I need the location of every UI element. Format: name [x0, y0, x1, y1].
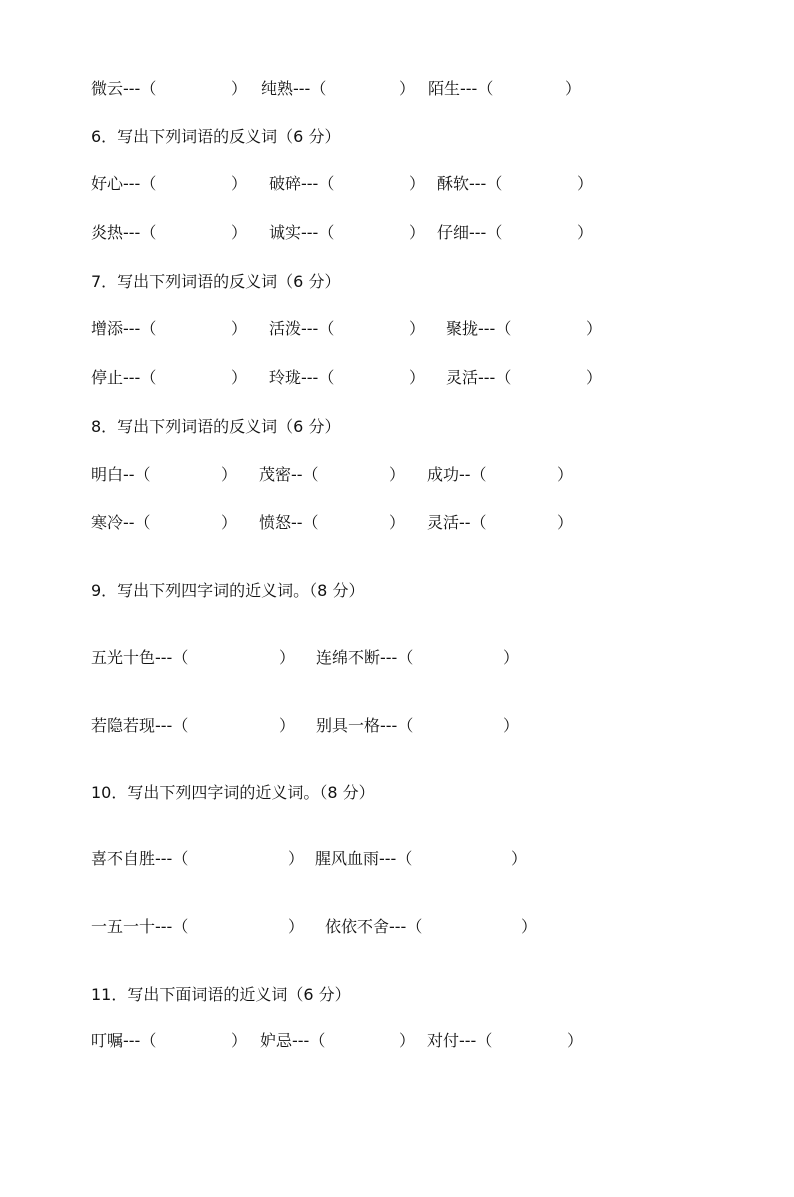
blank-close[interactable]: ）	[231, 319, 248, 338]
word-prompt: 玲珑---（	[269, 368, 335, 387]
word-prompt: 寒冷--（	[91, 513, 151, 532]
word-prompt: 成功--（	[427, 465, 487, 484]
word-prompt: 喜不自胜---（	[91, 849, 189, 868]
word-prompt: 若隐若现---（	[91, 716, 189, 735]
blank-close[interactable]: ）	[399, 1031, 416, 1050]
blank-close[interactable]: ）	[288, 849, 305, 868]
blank-close[interactable]: ）	[231, 174, 248, 193]
word-row	[91, 1029, 584, 1053]
word-prompt: 破碎---（	[269, 174, 335, 193]
word-prompt: 炎热---（	[91, 223, 157, 242]
word-prompt: 妒忌---（	[260, 1031, 326, 1050]
blank-close[interactable]: ）	[231, 79, 248, 98]
word-row	[91, 847, 528, 871]
word-prompt: 五光十色---（	[91, 648, 189, 667]
blank-close[interactable]: ）	[231, 368, 248, 387]
word-row	[91, 915, 538, 939]
blank-close[interactable]: ）	[567, 1031, 584, 1050]
blank-close[interactable]: ）	[221, 465, 238, 484]
question-heading: 11．写出下面词语的近义词（6 分）	[91, 985, 351, 1004]
word-row	[91, 77, 582, 101]
blank-close[interactable]: ）	[409, 368, 426, 387]
question-heading: 9．写出下列四字词的近义词。（8 分）	[91, 581, 365, 600]
question-heading: 6．写出下列词语的反义词（6 分）	[91, 127, 341, 146]
blank-close[interactable]: ）	[409, 174, 426, 193]
word-row	[91, 714, 520, 738]
blank-close[interactable]: ）	[409, 319, 426, 338]
question-heading: 8．写出下列词语的反义词（6 分）	[91, 417, 341, 436]
word-prompt: 依依不舍---（	[325, 917, 423, 936]
blank-close[interactable]: ）	[503, 648, 520, 667]
word-prompt: 灵活---（	[446, 368, 512, 387]
blank-close[interactable]: ）	[586, 368, 603, 387]
word-prompt: 微云---（	[91, 79, 157, 98]
word-prompt: 腥风血雨---（	[315, 849, 413, 868]
question-heading: 7．写出下列词语的反义词（6 分）	[91, 272, 341, 291]
blank-close[interactable]: ）	[586, 319, 603, 338]
blank-close[interactable]: ）	[231, 223, 248, 242]
word-prompt: 别具一格---（	[316, 716, 414, 735]
blank-close[interactable]: ）	[409, 223, 426, 242]
word-row	[91, 172, 594, 196]
blank-close[interactable]: ）	[279, 648, 296, 667]
blank-close[interactable]: ）	[288, 917, 305, 936]
word-prompt: 连绵不断---（	[316, 648, 414, 667]
word-prompt: 纯熟---（	[261, 79, 327, 98]
blank-close[interactable]: ）	[521, 917, 538, 936]
word-prompt: 诚实---（	[269, 223, 335, 242]
word-row	[91, 511, 574, 535]
word-prompt: 聚拢---（	[446, 319, 512, 338]
word-prompt: 灵活--（	[427, 513, 487, 532]
word-row	[91, 463, 574, 487]
blank-close[interactable]: ）	[389, 465, 406, 484]
word-prompt: 停止---（	[91, 368, 157, 387]
word-row	[91, 221, 594, 245]
word-row	[91, 646, 520, 670]
blank-close[interactable]: ）	[279, 716, 296, 735]
blank-close[interactable]: ）	[577, 223, 594, 242]
blank-close[interactable]: ）	[389, 513, 406, 532]
blank-close[interactable]: ）	[399, 79, 416, 98]
blank-close[interactable]: ）	[577, 174, 594, 193]
word-row	[91, 317, 603, 341]
word-prompt: 陌生---（	[428, 79, 494, 98]
word-prompt: 茂密--（	[259, 465, 319, 484]
word-prompt: 增添---（	[91, 319, 157, 338]
word-prompt: 叮嘱---（	[91, 1031, 157, 1050]
blank-close[interactable]: ）	[221, 513, 238, 532]
word-prompt: 活泼---（	[269, 319, 335, 338]
blank-close[interactable]: ）	[503, 716, 520, 735]
word-prompt: 愤怒--（	[259, 513, 319, 532]
blank-close[interactable]: ）	[557, 513, 574, 532]
blank-close[interactable]: ）	[231, 1031, 248, 1050]
blank-close[interactable]: ）	[511, 849, 528, 868]
word-prompt: 一五一十---（	[91, 917, 189, 936]
word-prompt: 仔细---（	[437, 223, 503, 242]
word-prompt: 对付---（	[427, 1031, 493, 1050]
word-row	[91, 366, 603, 390]
word-prompt: 好心---（	[91, 174, 157, 193]
word-prompt: 明白--（	[91, 465, 151, 484]
question-heading: 10．写出下列四字词的近义词。（8 分）	[91, 783, 375, 802]
blank-close[interactable]: ）	[557, 465, 574, 484]
word-prompt: 酥软---（	[437, 174, 503, 193]
blank-close[interactable]: ）	[565, 79, 582, 98]
